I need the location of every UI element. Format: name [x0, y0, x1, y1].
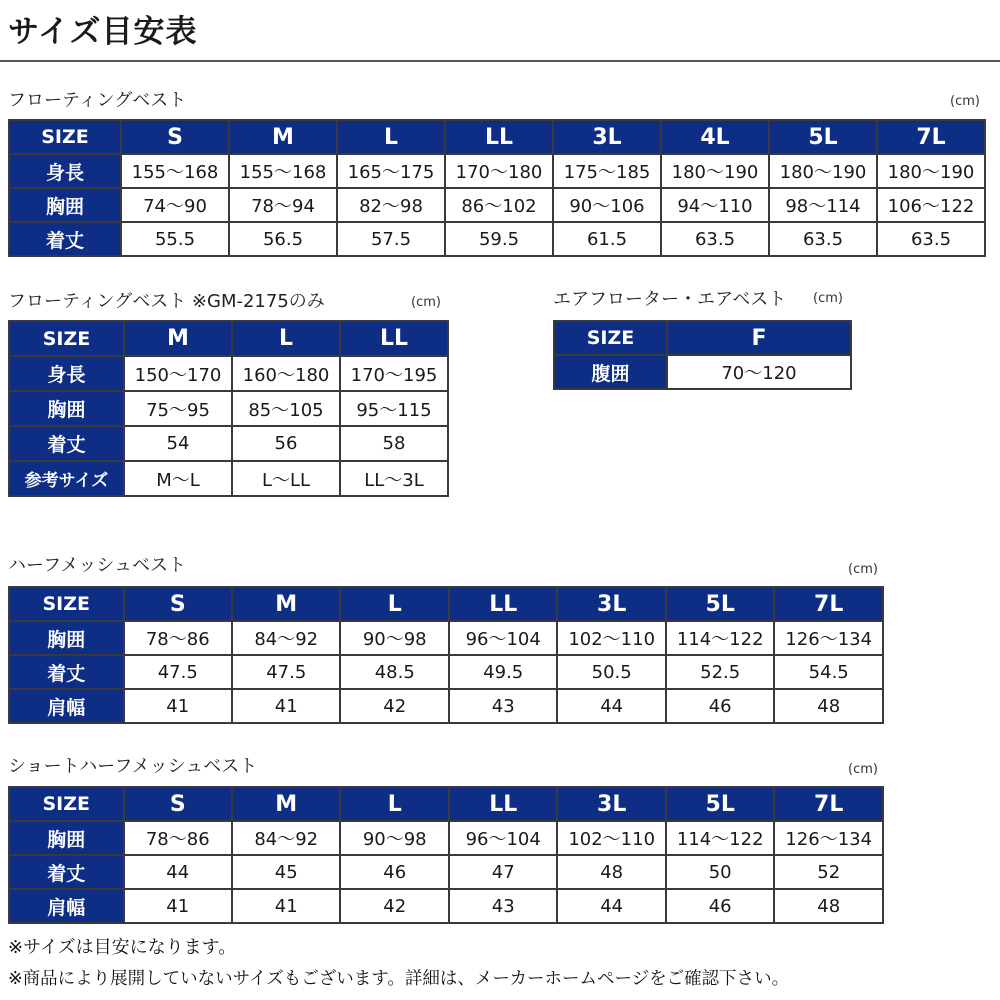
size-header-cell: L: [337, 120, 445, 154]
section-title: エアフローター・エアベスト: [553, 289, 787, 310]
row-header-cell: 胸囲: [9, 391, 124, 426]
table-cell: 48: [557, 855, 665, 889]
table-row: [9, 356, 448, 391]
table-cell: 48: [774, 889, 883, 923]
size-header-cell: M: [232, 787, 340, 821]
table-cell: LL〜3L: [340, 461, 448, 496]
row-header-cell: 着丈: [9, 426, 124, 461]
table-cell: 90〜98: [340, 821, 448, 855]
table-cell: 44: [557, 889, 665, 923]
size-header-cell: 7L: [774, 587, 883, 621]
row-header-cell: 肩幅: [9, 689, 124, 723]
table-cell: 82〜98: [337, 188, 445, 222]
table-cell: 84〜92: [232, 821, 340, 855]
table-cell: 155〜168: [121, 154, 229, 188]
table-cell: 96〜104: [449, 821, 557, 855]
page-title: サイズ目安表: [8, 14, 198, 50]
table-row: [9, 889, 883, 923]
size-header-cell: S: [121, 120, 229, 154]
size-header-cell: 7L: [774, 787, 883, 821]
size-header-cell: LL: [445, 120, 553, 154]
row-header-cell: 胸囲: [9, 621, 124, 655]
table-cell: 58: [340, 426, 448, 461]
table-cell: 42: [340, 689, 448, 723]
size-table-floating-vest-gm2175: [8, 320, 449, 497]
table-cell: 102〜110: [557, 621, 665, 655]
size-header-cell: 5L: [769, 120, 877, 154]
table-cell: 56.5: [229, 222, 337, 256]
table-cell: 85〜105: [232, 391, 340, 426]
note-availability: ※商品により展開していないサイズもございます。詳細は、メーカーホームページをご確認下さい。: [8, 969, 790, 989]
row-header-cell: 胸囲: [9, 188, 121, 222]
section-title: フローティングベスト: [8, 90, 187, 111]
table-cell: 48.5: [340, 655, 448, 689]
size-header-label: SIZE: [9, 321, 124, 356]
table-header-row: [9, 321, 448, 356]
table-cell: 114〜122: [666, 821, 774, 855]
table-header-row: [9, 120, 985, 154]
table-cell: 114〜122: [666, 621, 774, 655]
row-header-cell: 身長: [9, 356, 124, 391]
table-cell: 41: [232, 689, 340, 723]
table-row: [9, 154, 985, 188]
row-header-cell: 着丈: [9, 655, 124, 689]
table-cell: 63.5: [769, 222, 877, 256]
table-row: [9, 821, 883, 855]
table-row: [9, 621, 883, 655]
table-cell: M〜L: [124, 461, 232, 496]
table-cell: 96〜104: [449, 621, 557, 655]
table-cell: 59.5: [445, 222, 553, 256]
table-cell: 44: [557, 689, 665, 723]
table-cell: 63.5: [877, 222, 985, 256]
table-cell: 160〜180: [232, 356, 340, 391]
unit-label: (cm): [813, 291, 843, 306]
unit-label: (cm): [411, 295, 441, 310]
table-cell: L〜LL: [232, 461, 340, 496]
size-header-cell: M: [124, 321, 232, 356]
table-cell: 61.5: [553, 222, 661, 256]
table-cell: 50: [666, 855, 774, 889]
table-cell: 48: [774, 689, 883, 723]
table-cell: 75〜95: [124, 391, 232, 426]
table-cell: 55.5: [121, 222, 229, 256]
table-row: [9, 426, 448, 461]
size-header-cell: 5L: [666, 787, 774, 821]
table-cell: 41: [232, 889, 340, 923]
section-title: ショートハーフメッシュベスト: [8, 756, 258, 777]
size-header-cell: 3L: [557, 787, 665, 821]
table-cell: 78〜86: [124, 821, 232, 855]
table-cell: 56: [232, 426, 340, 461]
table-cell: 41: [124, 889, 232, 923]
table-cell: 43: [449, 689, 557, 723]
table-cell: 98〜114: [769, 188, 877, 222]
size-header-label: SIZE: [9, 120, 121, 154]
table-cell: 126〜134: [774, 621, 883, 655]
table-cell: 180〜190: [877, 154, 985, 188]
table-cell: 180〜190: [769, 154, 877, 188]
table-cell: 170〜195: [340, 356, 448, 391]
table-cell: 102〜110: [557, 821, 665, 855]
table-cell: 90〜106: [553, 188, 661, 222]
section-title: フローティングベスト ※GM-2175のみ: [8, 291, 325, 312]
table-cell: 46: [666, 889, 774, 923]
size-header-label: SIZE: [9, 587, 124, 621]
row-header-cell: 参考サイズ: [9, 461, 124, 496]
table-cell: 57.5: [337, 222, 445, 256]
table-cell: 155〜168: [229, 154, 337, 188]
table-cell: 44: [124, 855, 232, 889]
size-header-cell: S: [124, 787, 232, 821]
size-header-cell: M: [229, 120, 337, 154]
table-row: [9, 689, 883, 723]
table-cell: 42: [340, 889, 448, 923]
size-header-cell: 5L: [666, 587, 774, 621]
size-header-cell: 7L: [877, 120, 985, 154]
size-header-cell: S: [124, 587, 232, 621]
row-header-cell: 着丈: [9, 855, 124, 889]
table-row: [9, 391, 448, 426]
size-table-short-half-mesh-vest: [8, 786, 884, 924]
table-cell: 47.5: [124, 655, 232, 689]
unit-label: (cm): [848, 562, 878, 577]
row-header-cell: 胸囲: [9, 821, 124, 855]
size-table-air-floater: [553, 320, 852, 390]
row-header-cell: 身長: [9, 154, 121, 188]
title-divider: [0, 60, 1000, 62]
table-cell: 49.5: [449, 655, 557, 689]
table-row: [9, 188, 985, 222]
table-row: [9, 461, 448, 496]
table-cell: 46: [340, 855, 448, 889]
table-cell: 63.5: [661, 222, 769, 256]
table-cell: 150〜170: [124, 356, 232, 391]
table-cell: 84〜92: [232, 621, 340, 655]
table-row: [9, 855, 883, 889]
table-row: [554, 355, 851, 389]
size-header-cell: LL: [449, 587, 557, 621]
table-cell: 47: [449, 855, 557, 889]
table-cell: 180〜190: [661, 154, 769, 188]
table-cell: 41: [124, 689, 232, 723]
size-header-cell: LL: [340, 321, 448, 356]
table-cell: 78〜94: [229, 188, 337, 222]
unit-label: (cm): [848, 762, 878, 777]
table-cell: 46: [666, 689, 774, 723]
size-header-cell: 3L: [553, 120, 661, 154]
table-cell: 43: [449, 889, 557, 923]
table-cell: 74〜90: [121, 188, 229, 222]
table-cell: 95〜115: [340, 391, 448, 426]
table-cell: 126〜134: [774, 821, 883, 855]
size-header-cell: M: [232, 587, 340, 621]
table-cell: 54: [124, 426, 232, 461]
size-table-floating-vest: [8, 119, 986, 257]
table-cell: 54.5: [774, 655, 883, 689]
row-header-cell: 着丈: [9, 222, 121, 256]
size-table-half-mesh-vest: [8, 586, 884, 724]
table-cell: 106〜122: [877, 188, 985, 222]
size-header-cell: F: [667, 321, 851, 355]
row-header-cell: 腹囲: [554, 355, 667, 389]
size-header-label: SIZE: [9, 787, 124, 821]
size-header-cell: 4L: [661, 120, 769, 154]
table-header-row: [9, 787, 883, 821]
unit-label: (cm): [950, 94, 980, 109]
table-cell: 165〜175: [337, 154, 445, 188]
table-header-row: [9, 587, 883, 621]
table-cell: 45: [232, 855, 340, 889]
size-header-cell: LL: [449, 787, 557, 821]
size-header-cell: L: [340, 587, 448, 621]
row-header-cell: 肩幅: [9, 889, 124, 923]
table-cell: 47.5: [232, 655, 340, 689]
note-size-guide: ※サイズは目安になります。: [8, 937, 237, 958]
table-cell: 86〜102: [445, 188, 553, 222]
table-header-row: [554, 321, 851, 355]
section-title: ハーフメッシュベスト: [8, 555, 187, 576]
table-cell: 78〜86: [124, 621, 232, 655]
table-cell: 52.5: [666, 655, 774, 689]
table-row: [9, 222, 985, 256]
table-cell: 175〜185: [553, 154, 661, 188]
table-cell: 170〜180: [445, 154, 553, 188]
size-header-cell: L: [340, 787, 448, 821]
table-cell: 94〜110: [661, 188, 769, 222]
size-header-cell: L: [232, 321, 340, 356]
table-cell: 52: [774, 855, 883, 889]
size-header-label: SIZE: [554, 321, 667, 355]
table-cell: 70〜120: [667, 355, 851, 389]
size-header-cell: 3L: [557, 587, 665, 621]
table-cell: 50.5: [557, 655, 665, 689]
table-cell: 90〜98: [340, 621, 448, 655]
table-row: [9, 655, 883, 689]
